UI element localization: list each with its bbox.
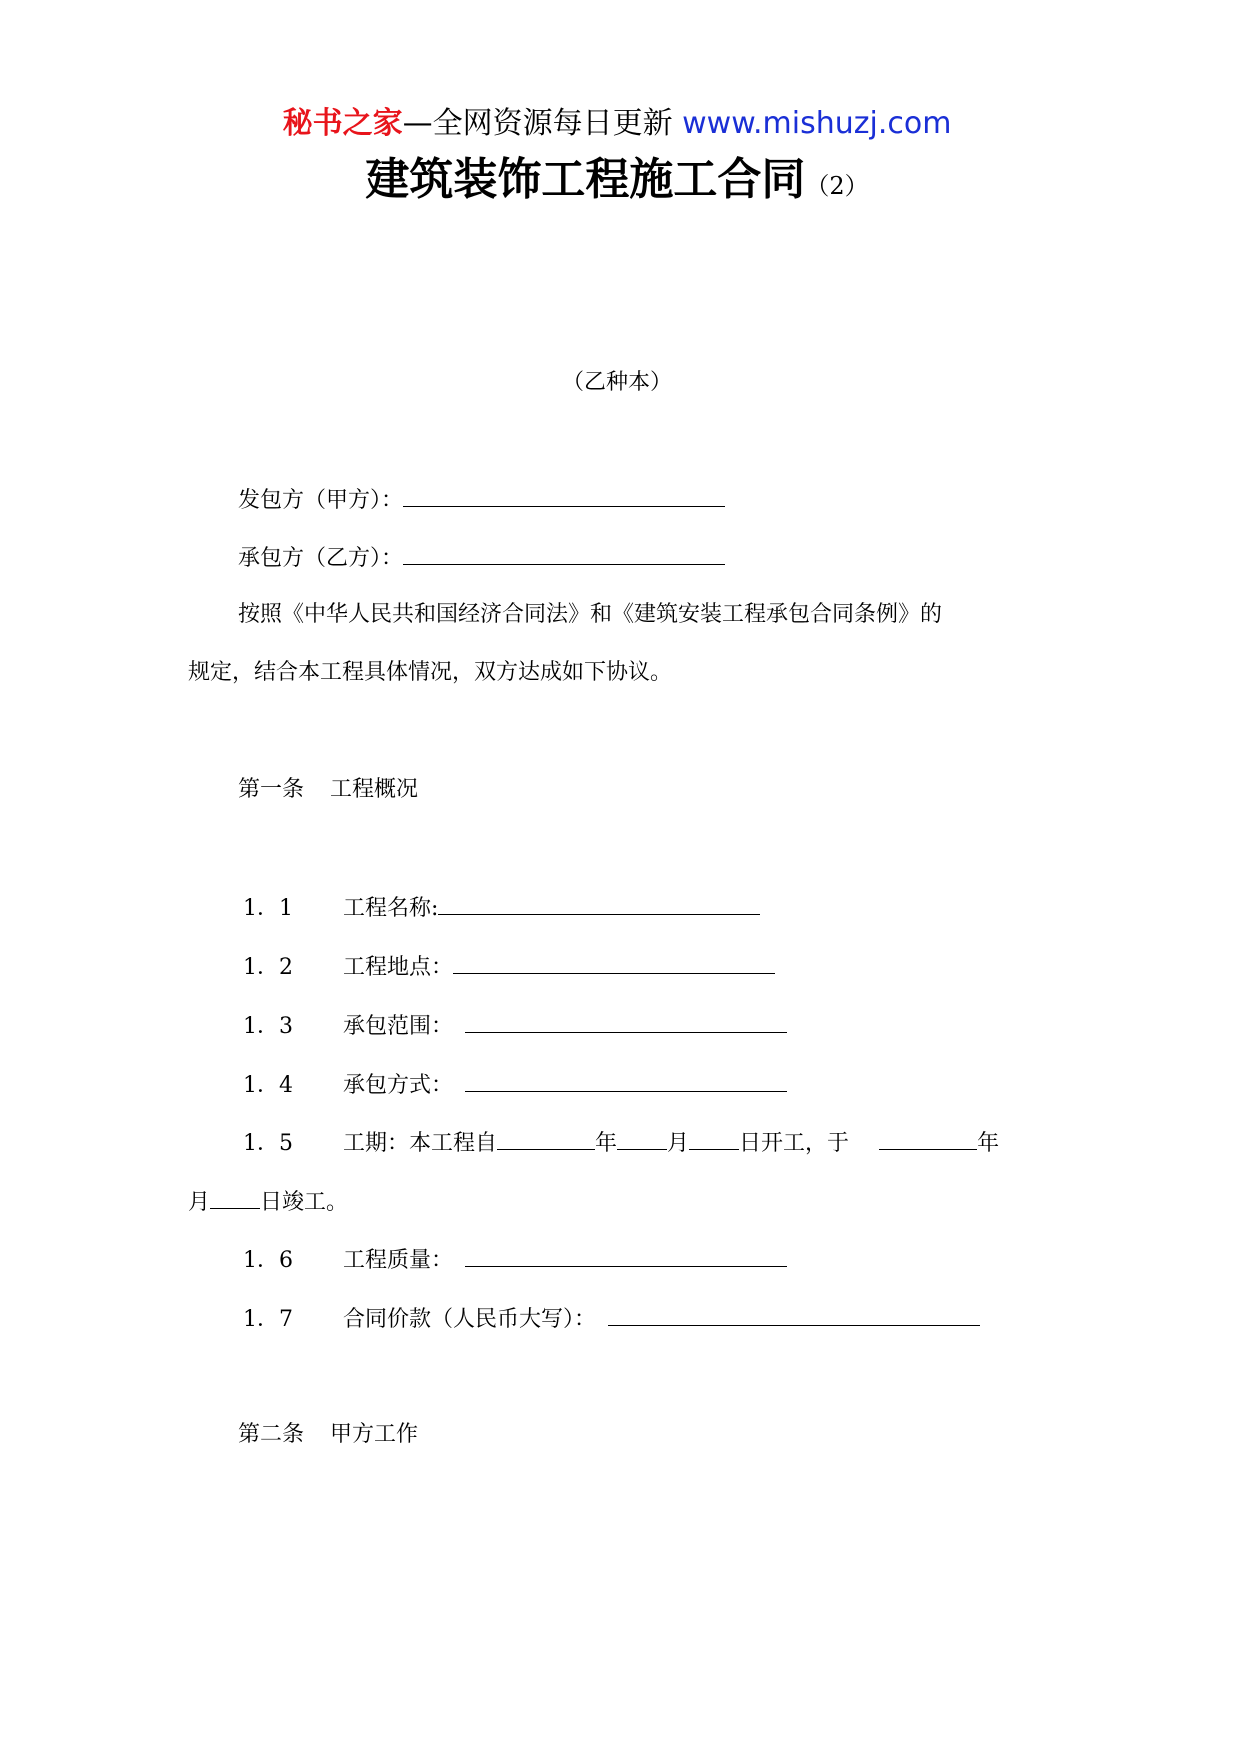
intro-line-2: 规定，结合本工程具体情况，双方达成如下协议。 (188, 660, 673, 685)
party-a-blank[interactable] (403, 482, 725, 507)
item-number: 1．6 (243, 1248, 293, 1273)
item-label: 工期：本工程自 (343, 1131, 498, 1156)
start-day-label: 日开工，于 (739, 1131, 850, 1156)
contract-price-blank[interactable] (608, 1301, 980, 1326)
party-b-line (238, 540, 725, 575)
contract-mode-blank[interactable] (465, 1067, 787, 1092)
month-label: 月 (667, 1131, 690, 1156)
site-banner (0, 104, 1234, 144)
article-2-heading (238, 1419, 418, 1451)
item-label: 工程质量： (343, 1248, 454, 1273)
title-suffix: （2） (805, 172, 869, 200)
item-1-2 (243, 949, 775, 984)
article-1-title: 工程概况 (330, 777, 419, 802)
project-quality-blank[interactable] (465, 1242, 787, 1267)
item-number: 1．3 (243, 1014, 293, 1039)
intro-line-1: 按照《中华人民共和国经济合同法》和《建筑安装工程承包合同条例》的 (238, 602, 943, 627)
article-1-number: 第一条 (238, 777, 305, 802)
item-number: 1．7 (243, 1307, 293, 1332)
item-1-5-continued (188, 1184, 348, 1219)
article-2-title: 甲方工作 (330, 1422, 419, 1447)
start-day-blank[interactable] (689, 1125, 739, 1150)
item-number: 1．5 (243, 1131, 293, 1156)
start-year-blank[interactable] (497, 1125, 595, 1150)
document-title (0, 150, 1234, 219)
item-1-6 (243, 1242, 787, 1277)
item-1-1 (243, 890, 760, 925)
end-day-blank[interactable] (210, 1184, 260, 1209)
item-1-4 (243, 1067, 787, 1102)
banner-brand: 秘书之家 (282, 106, 403, 141)
item-1-5 (243, 1125, 999, 1160)
item-1-7 (243, 1301, 980, 1336)
banner-slogan: —全网资源每日更新 (402, 106, 683, 141)
party-a-label: 发包方（甲方）： (238, 488, 404, 513)
year-label: 年 (595, 1131, 618, 1156)
item-label: 承包范围： (343, 1014, 454, 1039)
end-year-blank[interactable] (879, 1125, 977, 1150)
project-location-blank[interactable] (453, 949, 775, 974)
contract-scope-blank[interactable] (465, 1008, 787, 1033)
item-label: 合同价款（人民币大写）： (343, 1307, 597, 1332)
item-label: 工程名称: (343, 896, 439, 921)
item-1-3 (243, 1008, 787, 1043)
party-a-line (238, 482, 725, 517)
start-month-blank[interactable] (617, 1125, 667, 1150)
item-number: 1．4 (243, 1073, 293, 1098)
project-name-blank[interactable] (438, 890, 760, 915)
item-number: 1．1 (243, 896, 293, 921)
party-b-blank[interactable] (403, 540, 725, 565)
party-b-label: 承包方（乙方）： (238, 546, 404, 571)
end-day-label: 日竣工。 (260, 1190, 349, 1215)
item-label: 承包方式： (343, 1073, 454, 1098)
edition-label: （乙种本） (561, 370, 672, 395)
item-label: 工程地点： (343, 955, 454, 980)
article-2-number: 第二条 (238, 1422, 305, 1447)
title-main: 建筑装饰工程施工合同 (365, 154, 806, 205)
month-label: 月 (188, 1190, 211, 1215)
year-label: 年 (977, 1131, 1000, 1156)
article-1-heading (238, 774, 418, 806)
banner-url[interactable]: www.mishuzj.com (682, 106, 952, 141)
item-number: 1．2 (243, 955, 293, 980)
